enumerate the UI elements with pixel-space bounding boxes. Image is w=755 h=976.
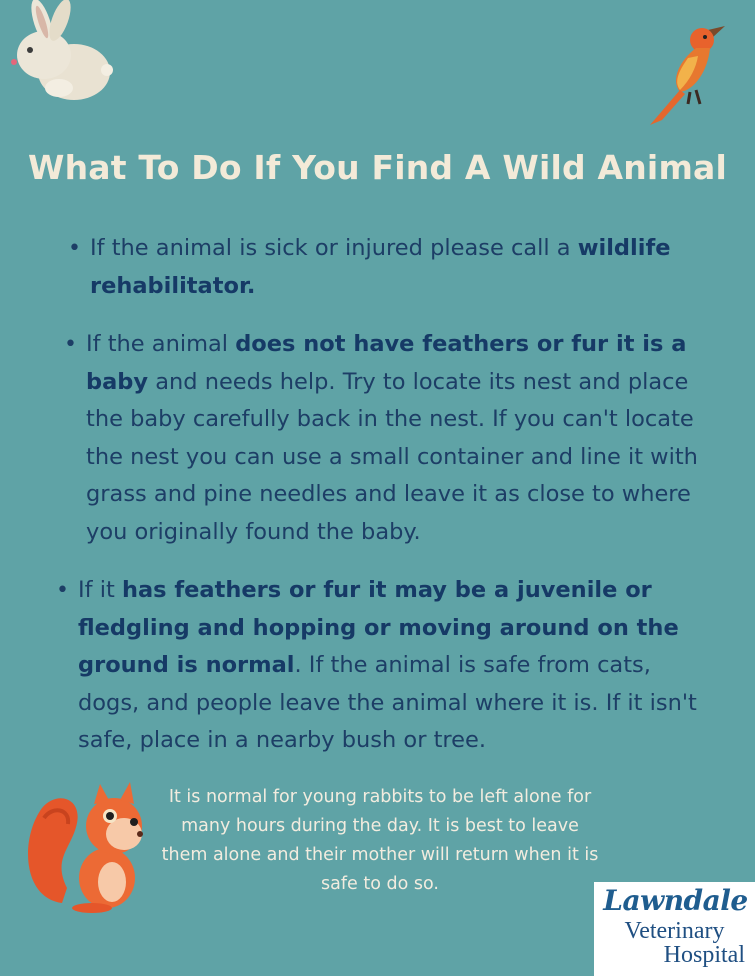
squirrel-illustration: [22, 778, 152, 913]
list-item: [68, 230, 715, 305]
rabbit-note: It is normal for young rabbits to be left alone for many hours during the day. It is best to leave them alone and their mother will return when it is safe to do so.: [161, 787, 599, 894]
bullet-text-part: . If the animal is safe from cats, dogs, and people leave the animal where it is. If it isn't safe, place in a nearby bush or tree.: [78, 652, 697, 753]
page-title: What To Do If You Find A Wild Animal: [27, 148, 728, 187]
logo-line-3: Hospital: [663, 942, 745, 968]
bullet-text-part: If it: [78, 577, 122, 603]
bullet-text-part: If the animal: [86, 331, 236, 357]
logo-line-2: Veterinary: [624, 918, 725, 944]
rabbit-illustration: [4, 0, 114, 108]
bullet-text-bold: wildlife rehabilitator.: [90, 235, 671, 299]
bullet-dot-icon: •: [56, 578, 69, 603]
bullet-text-bold: has feathers or fur it may be a juvenile or fledgling and hopping or moving around on the ground is normal: [78, 577, 679, 678]
list-item: [64, 326, 716, 551]
bullet-text-bold: does not have feathers or fur it is a baby: [86, 331, 687, 395]
bullet-text-part: If the animal is sick or injured please call a: [90, 235, 578, 261]
bird-illustration: [640, 20, 730, 130]
bullet-text-part: and needs help. Try to locate its nest and place the baby carefully back in the nest. If you can't locate the nest you can use a small container and line it with grass and pine needles and leave it as close to where you originally found the baby.: [86, 368, 698, 545]
clinic-logo: [594, 882, 755, 976]
list-item: [56, 572, 718, 760]
bullet-dot-icon: •: [64, 332, 77, 357]
bullet-dot-icon: •: [68, 236, 81, 261]
logo-line-1: Lawndale: [603, 884, 748, 917]
